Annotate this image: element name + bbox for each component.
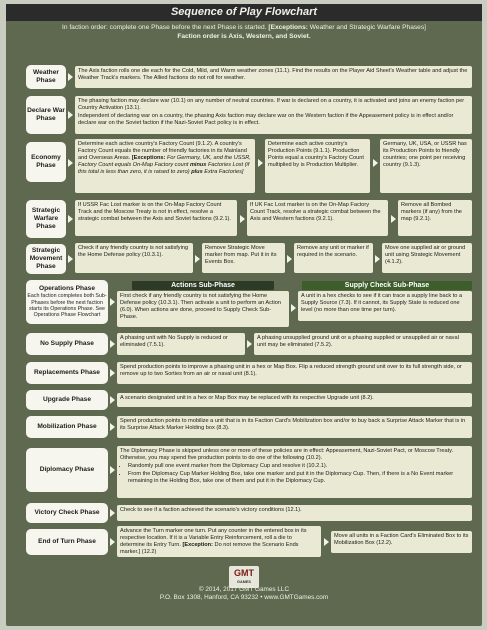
- logo-text: GMT: [234, 568, 254, 578]
- no-supply-phase-label: No Supply Phase: [26, 333, 108, 355]
- actions-subphase-box: First check if any friendly country is not satisfying the Home Defense policy (10.3.1). Then activate a unit to perform an Action (6.0). When actions are done, proceed to Supply Check Sub-Phase.: [117, 291, 289, 327]
- strategic-movement-move-unit-box: Move one supplied air or ground unit using Strategic Movement (4.1.2).: [382, 243, 472, 273]
- economy-box1-c: For Germany, UK, and the USSR, Factory Count equals On-Map Factory count: [78, 155, 251, 168]
- strategic-warfare-arrow-1: [68, 215, 73, 223]
- intro-line1: In faction order: complete one Phase before the next Phase is started.: [62, 24, 267, 31]
- strategic-movement-arrow-2: [195, 255, 200, 263]
- economy-box1-g: Extra Factories]: [204, 169, 244, 175]
- replacements-arrow: [110, 369, 115, 377]
- operations-arrow-2: [291, 304, 296, 312]
- intro-exceptions: [Exceptions:: [268, 24, 308, 31]
- intro-faction-order: Faction order is Axis, Western, and Soviet.: [177, 32, 311, 40]
- end-of-turn-arrow-1: [110, 538, 115, 546]
- economy-box1-f: plus: [191, 169, 203, 175]
- strategic-movement-remove-marker-box: Remove Strategic Move marker from map. Put it in its Events Box.: [202, 243, 285, 273]
- weather-arrow: [68, 73, 73, 81]
- economy-production-points-box: Determine each active country's Production Points (9.1.1). Production Points equal a country's Factory Count multiplied by is Production Multiplier.: [265, 139, 370, 193]
- strategic-movement-home-defense-box: Check if any friendly country is not satisfying the Home Defense policy (10.3.1).: [75, 243, 193, 273]
- footer: [6, 586, 482, 602]
- strategic-movement-arrow-3: [287, 255, 292, 263]
- supply-check-subphase-box: A unit in a hex checks to see if it can trace a supply line back to a Supply Source (7.3). If it cannot, its Supply State is reduced one level (no more than one time per turn).: [298, 291, 472, 321]
- economy-arrow-3: [373, 159, 378, 167]
- gmt-games-logo: [229, 566, 259, 588]
- economy-phase-label: Economy Phase: [26, 142, 66, 182]
- economy-box1-b: [Exceptions:: [131, 155, 166, 161]
- diplomacy-phase-label: Diplomacy Phase: [26, 448, 108, 492]
- end-of-turn-box1-a: Advance the Turn marker one turn. Put any counter in the entered box in its respective location. If it is a Variable Entry Reinforcement, roll a die to determine its Entry Turn.: [120, 528, 307, 548]
- operations-phase-label: [26, 280, 108, 324]
- declare-war-text2: Independent of declaring war on a country, the phasing Axis faction may declare war on the Western faction if the Appeasement policy is in effect and/or declare war on the Soviet faction if the Nazi-Soviet Pact policy is in effect.: [78, 113, 454, 126]
- no-supply-arrow-2: [247, 340, 252, 348]
- intro-exceptions-rest: Weather and Strategic Warfare Phases]: [309, 24, 426, 31]
- actions-subphase-header: Actions Sub-Phase: [132, 281, 274, 290]
- economy-arrow-2: [258, 159, 263, 167]
- intro-text: [16, 24, 472, 41]
- strategic-warfare-ussr-box: If USSR Fac Lost marker is on the On-Map Factory Count Track and the Moscow Treaty is not in effect, resolve a strategic combat between the Axis and Soviet factions (9.2.1).: [75, 200, 237, 236]
- operations-label-text: Operations Phase: [38, 285, 96, 293]
- upgrade-arrow: [110, 396, 115, 404]
- strategic-movement-arrow-1: [68, 255, 73, 263]
- end-of-turn-eliminated-box: Move all units in a Faction Card's Eliminated Box to its Mobilization Box (12.2).: [331, 531, 472, 553]
- footer-address: P.O. Box 1308, Hanford, CA 93232 • www.GMTGames.com: [159, 594, 329, 601]
- end-of-turn-box1-c: Do not remove the Scenario Ends marker.]: [120, 542, 299, 555]
- economy-box1-e: Factories Lost (if this total is less than zero, it is raised to zero): [78, 162, 250, 175]
- diplomacy-options-list: [120, 463, 469, 485]
- no-supply-eliminate-box: A phasing unsupplied ground unit or a phasing supplied or unsupplied air or naval unit may be eliminated (7.5.2).: [254, 333, 472, 355]
- diplomacy-option-2: • From the Diplomacy Cup Marker Holding Box, take one marker and put it in the Diplomacy Cup. Then, if there is a No Event marker remaining in the Holding Box, take one of them and put it in the Diplomacy Cup.: [128, 471, 469, 485]
- mobilization-arrow: [110, 423, 115, 431]
- diplomacy-arrow: [110, 466, 115, 474]
- footer-copyright: © 2014, 2017 GMT Games LLC: [198, 586, 290, 593]
- no-supply-reduce-box: A phasing unit with No Supply is reduced or eliminated (7.5.1).: [117, 333, 245, 355]
- operations-arrow-1: [110, 298, 115, 306]
- declare-war-box: [75, 96, 472, 134]
- replacements-box: Spend production points to improve a phasing unit in a hex or Map Box. Flip a reduced strength ground unit over to its full strength side, or remove up to two Sorties from an air or naval unit (8.1).: [117, 362, 472, 384]
- economy-factory-count-box: [75, 139, 255, 193]
- strategic-warfare-arrow-2: [240, 215, 245, 223]
- economy-box1-d: minus: [189, 162, 207, 168]
- end-of-turn-phase-label: End of Turn Phase: [26, 529, 108, 555]
- victory-check-box: Check to see if a faction achieved the scenario's victory conditions (12.1).: [117, 505, 472, 521]
- diplomacy-text: The Diplomacy Phase is skipped unless one or more of these policies are in effect: Appeasement, Nazi-Soviet Pact, or Moscow Treaty. Otherwise, you may spend five production points to do one of the following (10.2).: [120, 448, 454, 461]
- declare-war-text1: The phasing faction may declare war (10.1) on any number of neutral countries. If war is declared on a country, it is activated and joins an enemy faction per Country Activation (13.1).: [78, 98, 465, 111]
- supply-check-subphase-header: Supply Check Sub-Phase: [302, 281, 472, 290]
- victory-check-phase-label: Victory Check Phase: [26, 503, 108, 523]
- logo-subtext: GAMES: [237, 580, 251, 584]
- declare-war-arrow: [68, 111, 73, 119]
- victory-check-arrow: [110, 509, 115, 517]
- strategic-warfare-uk-box: If UK Fac Lost marker is on the On-Map Factory Count Track, resolve a strategic combat between the Axis and Western factions (9.2.1).: [247, 200, 388, 236]
- end-of-turn-box1-b: [Exception:: [182, 542, 213, 548]
- economy-box1-a: Determine each active country's Factory Count (9.1.2). A country's Factory Count equals the number of friendly factories in its Mainland and Overseas Areas.: [78, 141, 247, 161]
- mobilization-phase-label: Mobilization Phase: [26, 416, 108, 438]
- declare-war-phase-label: Declare War Phase: [26, 96, 66, 134]
- strategic-movement-scenario-box: Remove any unit or marker if required in the scenario.: [294, 243, 373, 273]
- strategic-movement-arrow-4: [375, 255, 380, 263]
- economy-arrow-1: [68, 159, 73, 167]
- upgrade-phase-label: Upgrade Phase: [26, 390, 108, 410]
- weather-phase-label: Weather Phase: [26, 65, 66, 89]
- upgrade-box: A scenario designated unit in a hex or Map Box may be replaced with its respective Upgrade unit (8.2).: [117, 393, 472, 407]
- diplomacy-option-1: • Randomly pull one event marker from the Diplomacy Cup and resolve it (10.2.1).: [128, 463, 469, 470]
- page-title: Sequence of Play Flowchart: [6, 4, 482, 21]
- end-of-turn-arrow-2: [324, 538, 329, 546]
- economy-transfer-box: Germany, UK, USA, or USSR has its Production Points to friendly countries; one point per receiving country (9.1.3).: [380, 139, 472, 193]
- no-supply-arrow-1: [110, 340, 115, 348]
- diplomacy-box: [117, 446, 472, 498]
- end-of-turn-advance-box: [117, 526, 321, 557]
- end-of-turn-box1-d: (12.2): [141, 549, 157, 555]
- flowchart-sheet: [6, 4, 482, 626]
- strategic-warfare-phase-label: Strategic Warfare Phase: [26, 200, 66, 238]
- weather-box: The Axis faction rolls one die each for the Cold, Mild, and Warm weather zones (11.1). Find the results on the Player Aid Sheet's Weather table and adjust the Weather Track's markers. The Allied factions do not roll for weather.: [75, 66, 472, 88]
- replacements-phase-label: Replacements Phase: [26, 362, 108, 384]
- strategic-warfare-arrow-3: [391, 215, 396, 223]
- strategic-movement-phase-label: Strategic Movement Phase: [26, 244, 66, 274]
- strategic-warfare-bombed-box: Remove all Bombed markers (if any) from the map (9.2.1).: [398, 200, 472, 236]
- mobilization-box: Spend production points to mobilize a unit that is in its Faction Card's Mobilization box and/or to buy back a Surprise Attack Marker that is in its Surprise Attack Marker Holding box (8.3).: [117, 416, 472, 438]
- operations-note: Each faction completes both Sub-Phases before the next faction starts its Operations Phase. See Operations Phase Flowchart: [27, 293, 107, 319]
